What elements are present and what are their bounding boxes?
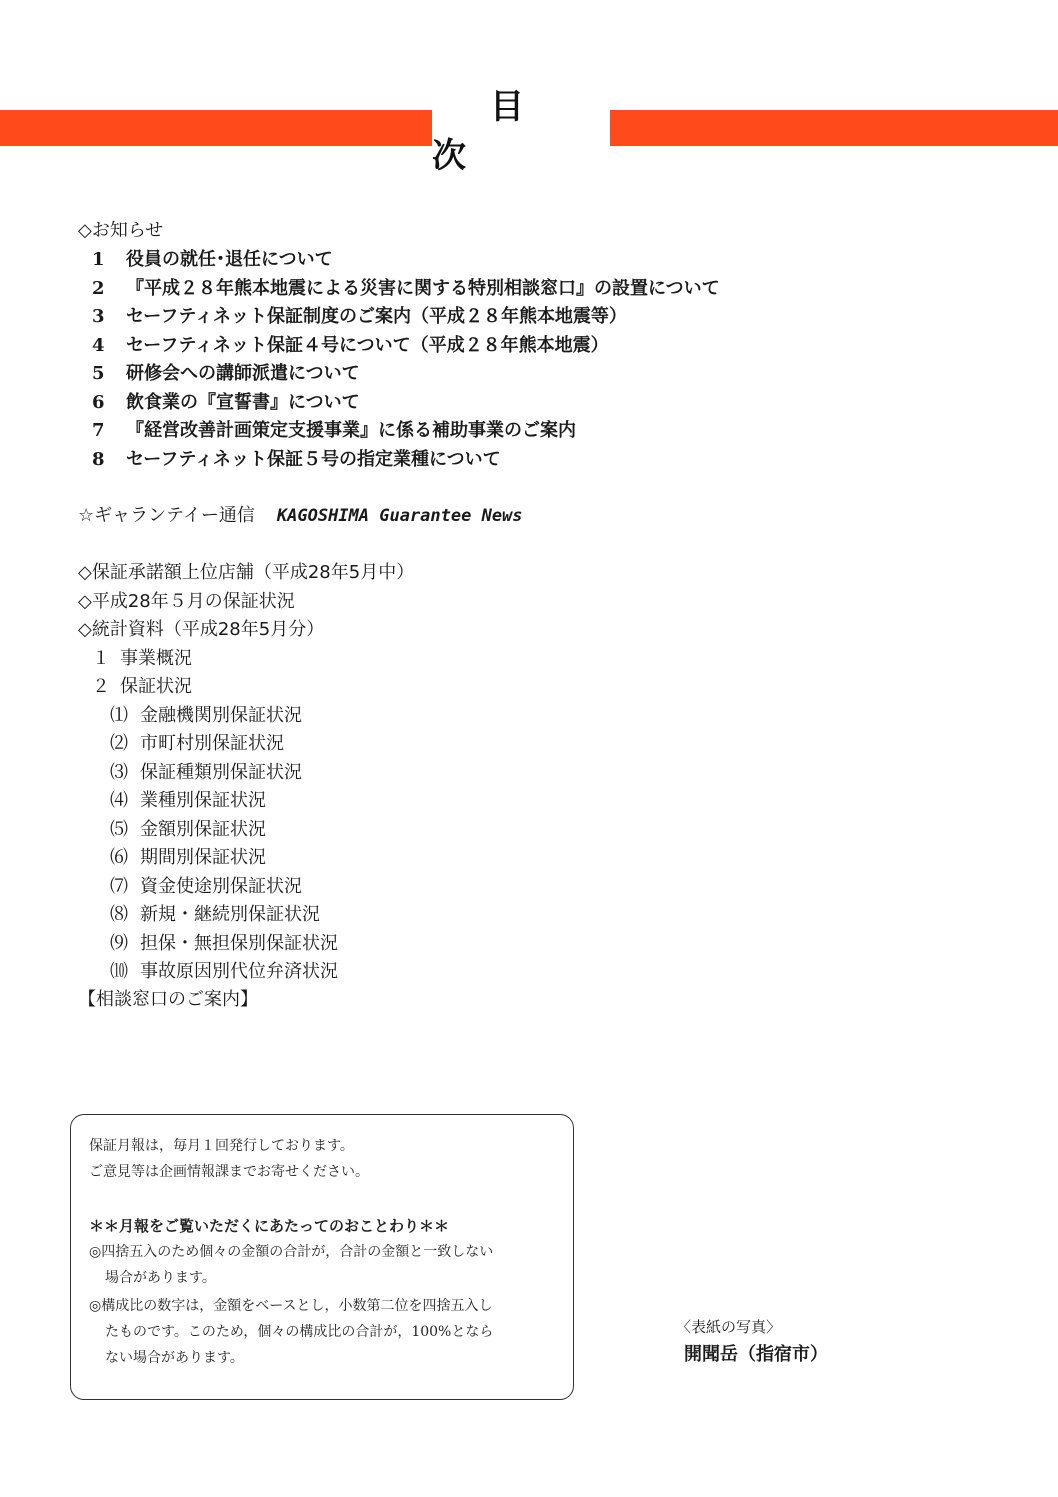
stats-item[interactable]: １ 事業概況 [92,648,192,669]
substats-item[interactable]: ⑺ 資金使途別保証状況 [110,876,302,897]
cover-name: 開聞岳（指宿市） [684,1344,828,1365]
notice-item[interactable]: 4 セーフティネット保証４号について（平成２８年熊本地震） [92,335,609,356]
section-heading[interactable]: ◇平成28年５月の保証状況 [78,591,295,612]
substats-item[interactable]: ⑵ 市町村別保証状況 [110,733,284,754]
substats-item[interactable]: ⑼ 担保・無担保別保証状況 [110,933,338,954]
notice-box [70,1114,574,1400]
notice-item[interactable]: 3 セーフティネット保証制度のご案内（平成２８年熊本地震等） [92,306,627,327]
page-title: 目次 [432,87,582,176]
substats-item[interactable]: ⑻ 新規・継続別保証状況 [110,904,320,925]
notice-line: ◎四捨五入のため個々の金額の合計が，合計の金額と一致しない [89,1244,494,1260]
substats-item[interactable]: ⑽ 事故原因別代位弁済状況 [110,961,338,982]
news-heading[interactable]: ☆ギャランテイー通信 KAGOSHIMA Guarantee News [78,505,523,526]
section-heading[interactable]: ◇保証承諾額上位店舗（平成28年5月中） [78,562,415,583]
notice-line: ◎構成比の数字は，金額をベースとし，小数第二位を四捨五入し [89,1298,493,1314]
notice-item[interactable]: 7 『経営改善計画策定支援事業』に係る補助事業のご案内 [92,420,576,441]
substats-item[interactable]: ⑶ 保証種類別保証状況 [110,762,302,783]
section-heading[interactable]: ◇統計資料（平成28年5月分） [78,619,325,640]
stats-item[interactable]: ２ 保証状況 [92,676,192,697]
cover-caption: 〈表紙の写真〉 [676,1318,782,1336]
notice-item[interactable]: 8 セーフティネット保証５号の指定業種について [92,449,501,470]
notice-item[interactable]: 2 『平成２８年熊本地震による災害に関する特別相談窓口』の設置について [92,278,720,299]
notice-line: 場合があります。 [105,1270,216,1286]
notice-item[interactable]: 6 飲食業の『宣誓書』について [92,392,360,413]
banner-bar-right [610,110,1058,146]
notice-line: ご意見等は企画情報課までお寄せください。 [89,1164,369,1180]
title-banner [0,87,1058,176]
notice-item[interactable]: 1 役員の就任･退任について [92,249,333,270]
notice-heading: ＊＊月報をご覧いただくにあたってのおことわり＊＊ [89,1217,450,1235]
consult-heading[interactable]: 【相談窓口のご案内】 [78,989,258,1010]
banner-bar-left [0,110,432,146]
substats-item[interactable]: ⑹ 期間別保証状況 [110,847,266,868]
notice-line: ない場合があります。 [105,1350,244,1366]
notice-item[interactable]: 5 研修会への講師派遣について [92,363,360,384]
notice-line: たものです。このため，個々の構成比の合計が，100%となら [105,1324,494,1340]
notices-heading: ◇お知らせ [78,220,164,241]
substats-item[interactable]: ⑸ 金額別保証状況 [110,819,266,840]
notice-line: 保証月報は，毎月１回発行しております。 [89,1138,354,1154]
substats-item[interactable]: ⑴ 金融機関別保証状況 [110,705,302,726]
substats-item[interactable]: ⑷ 業種別保証状況 [110,790,266,811]
